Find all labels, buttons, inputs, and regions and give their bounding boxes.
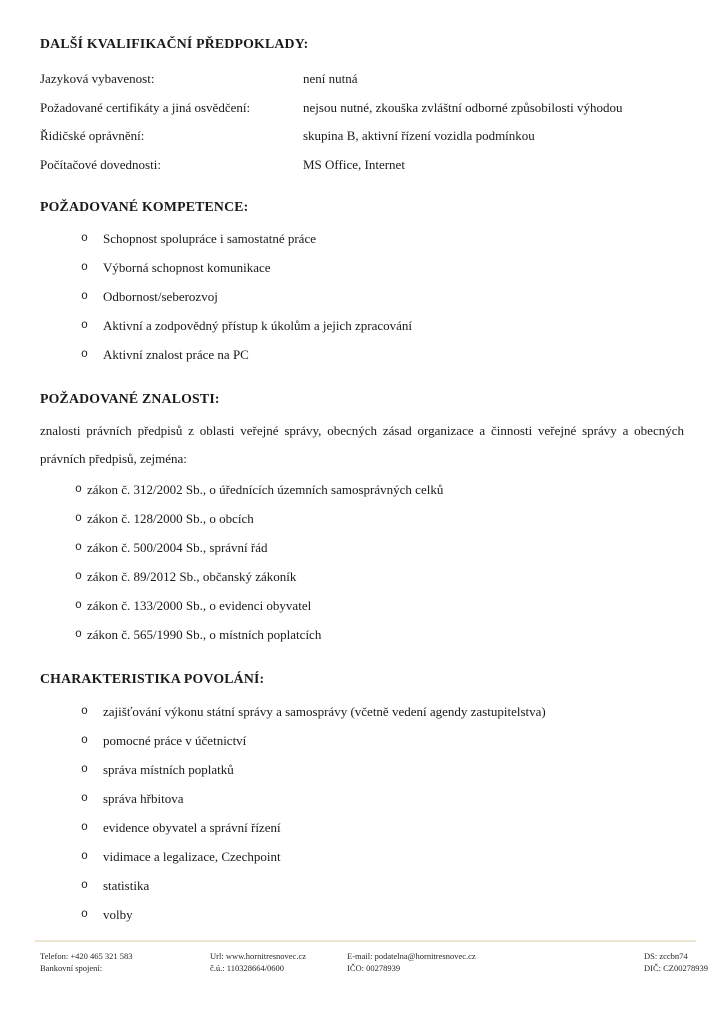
list-item-text: zákon č. 128/2000 Sb., o obcích — [87, 510, 254, 526]
footer-line-1: DS: zccbn74 — [644, 951, 688, 961]
list-item-text: statistika — [103, 877, 150, 893]
footer-line-2: IČO: 00278939 — [347, 962, 401, 973]
list-item — [40, 732, 684, 749]
page-footer — [40, 951, 708, 974]
circle-bullet-icon: o — [81, 849, 88, 863]
list-item-text: zákon č. 89/2012 Sb., občanský zákoník — [87, 568, 297, 584]
list-item — [40, 346, 684, 363]
circle-bullet-icon: o — [81, 878, 88, 892]
kv-label: Požadované certifikáty a jiná osvědčení: — [40, 99, 251, 115]
list-item — [40, 906, 684, 923]
list-item-text: volby — [103, 906, 133, 922]
znalosti-list — [40, 481, 684, 643]
circle-bullet-icon: o — [81, 260, 88, 274]
circle-bullet-icon: o — [75, 482, 82, 496]
list-item — [40, 510, 684, 527]
znalosti-intro-paragraph: znalosti právních předpisů z oblasti veřejné správy, obecných zásad organizace a činnosti veřejné správy a obecných právních předpisů, zejména: — [40, 422, 684, 466]
circle-bullet-icon: o — [75, 569, 82, 583]
kv-label: Jazyková vybavenost: — [40, 71, 155, 86]
charakteristika-list — [40, 703, 684, 923]
list-item — [40, 288, 684, 305]
list-item — [40, 230, 684, 247]
list-item-text: správa místních poplatků — [103, 761, 234, 777]
circle-bullet-icon: o — [75, 627, 82, 641]
list-item — [40, 790, 684, 807]
circle-bullet-icon: o — [81, 791, 88, 805]
list-item-text: vidimace a legalizace, Czechpoint — [103, 848, 281, 864]
circle-bullet-icon: o — [75, 540, 82, 554]
list-item-text: pomocné práce v účetnictví — [103, 732, 247, 748]
list-item — [40, 317, 684, 334]
list-item-text: správa hřbitova — [103, 790, 184, 806]
footer-line-2: č.ú.: 110328664/0600 — [210, 962, 285, 973]
list-item-text: zákon č. 500/2004 Sb., správní řád — [87, 539, 268, 555]
section-pozadovane-kompetence — [40, 199, 684, 363]
kv-value: MS Office, Internet — [303, 156, 405, 172]
kv-value: není nutná — [303, 71, 358, 86]
footer-line-1: Url: www.hornitresnovec.cz — [210, 951, 306, 961]
circle-bullet-icon: o — [81, 231, 88, 245]
footer-line-2: DIČ: CZ00278939 — [644, 962, 708, 973]
section-heading-dalsi-kvalifikacni-predpoklady: DALŠÍ KVALIFIKAČNÍ PŘEDPOKLADY: — [40, 36, 309, 51]
section-heading-pozadovane-kompetence: POŽADOVANÉ KOMPETENCE: — [40, 198, 249, 214]
kompetence-list — [40, 230, 684, 363]
circle-bullet-icon: o — [81, 318, 88, 332]
kv-value: nejsou nutné, zkouška zvláštní odborné způsobilosti výhodou — [303, 99, 623, 115]
circle-bullet-icon: o — [81, 907, 88, 921]
section-pozadovane-znalosti — [40, 391, 684, 643]
circle-bullet-icon: o — [75, 598, 82, 612]
kv-value: skupina B, aktivní řízení vozidla podmínkou — [303, 128, 535, 143]
kv-row — [40, 157, 684, 173]
circle-bullet-icon: o — [81, 762, 88, 776]
kv-label: Počítačové dovednosti: — [40, 156, 161, 172]
section-heading-charakteristika-povolani: CHARAKTERISTIKA POVOLÁNÍ: — [40, 670, 265, 686]
list-item — [40, 761, 684, 778]
list-item-text: Odbornost/seberozvoj — [103, 288, 218, 304]
list-item-text: zákon č. 133/2000 Sb., o evidenci obyvatel — [87, 597, 312, 613]
section-dalsi-kvalifikacni-predpoklady — [40, 36, 684, 173]
list-item-text: Aktivní a zodpovědný přístup k úkolům a jejich zpracování — [103, 317, 413, 333]
footer-column — [40, 951, 210, 974]
circle-bullet-icon: o — [81, 347, 88, 361]
list-item — [40, 819, 684, 836]
list-item-text: Schopnost spolupráce i samostatné práce — [103, 230, 316, 246]
list-item — [40, 597, 684, 614]
circle-bullet-icon: o — [81, 289, 88, 303]
list-item-text: Aktivní znalost práce na PC — [103, 346, 249, 362]
kv-label: Řidičské oprávnění: — [40, 128, 145, 143]
circle-bullet-icon: o — [81, 704, 88, 718]
list-item-text: zajišťování výkonu státní správy a samosprávy (včetně vedení agendy zastupitelstva) — [103, 703, 546, 719]
list-item — [40, 481, 684, 498]
list-item-text: zákon č. 565/1990 Sb., o místních poplatcích — [87, 626, 322, 642]
footer-line-2: Bankovní spojení: — [40, 962, 103, 973]
circle-bullet-icon: o — [81, 820, 88, 834]
list-item — [40, 568, 684, 585]
kv-rows — [40, 71, 684, 173]
section-heading-pozadovane-znalosti: POŽADOVANÉ ZNALOSTI: — [40, 390, 220, 406]
kv-row — [40, 100, 684, 116]
circle-bullet-icon: o — [81, 733, 88, 747]
list-item — [40, 539, 684, 556]
kv-row — [40, 71, 684, 87]
list-item — [40, 848, 684, 865]
section-charakteristika-povolani — [40, 671, 684, 923]
footer-column — [210, 951, 347, 974]
list-item — [40, 626, 684, 643]
list-item — [40, 703, 684, 720]
list-item — [40, 877, 684, 894]
footer-column — [347, 951, 644, 974]
footer-column — [644, 951, 708, 974]
list-item-text: evidence obyvatel a správní řízení — [103, 819, 281, 835]
kv-row — [40, 128, 684, 144]
list-item — [40, 259, 684, 276]
footer-line-1: Telefon: +420 465 321 583 — [40, 951, 133, 961]
list-item-text: Výborná schopnost komunikace — [103, 259, 271, 275]
footer-divider — [35, 940, 696, 942]
list-item-text: zákon č. 312/2002 Sb., o úřednících územních samosprávných celků — [87, 481, 444, 497]
circle-bullet-icon: o — [75, 511, 82, 525]
footer-line-1: E-mail: podatelna@hornitresnovec.cz — [347, 951, 476, 961]
